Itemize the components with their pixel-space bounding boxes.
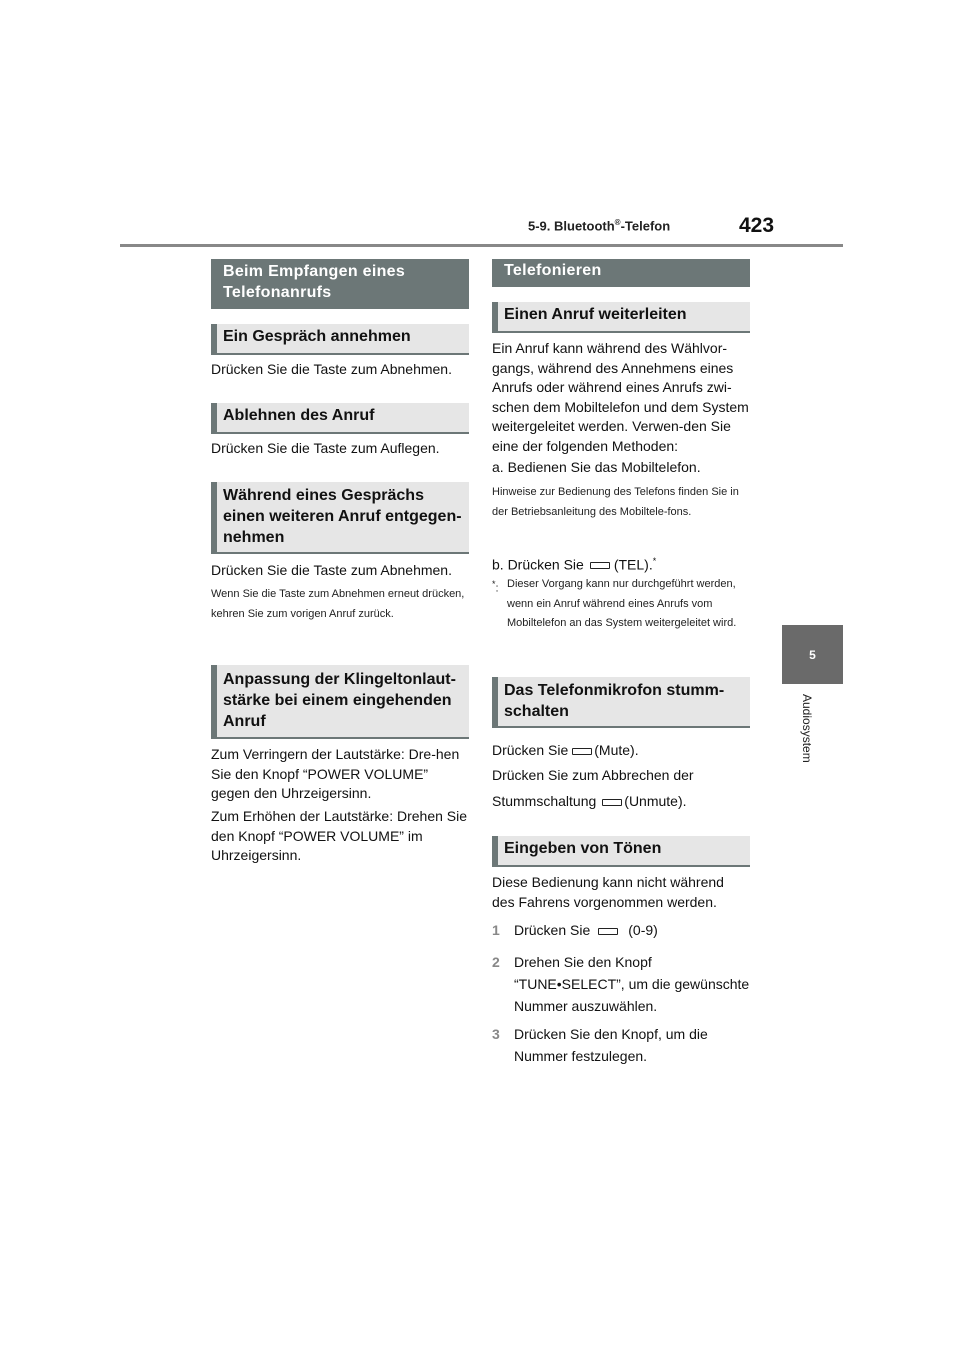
volume-increase-text: Zum Erhöhen der Lautstärke: Drehen Sie den Knopf “POWER VOLUME” im Uhrzeigersinn. <box>211 808 468 863</box>
option-b: b. Drücken Sie (TEL).* <box>492 556 657 573</box>
second-call-text: Drücken Sie die Taste zum Abnehmen. <box>211 562 452 578</box>
footnote-text: Dieser Vorgang kann nur durchgeführt werden, wenn ein Anruf während eines Anrufs vom Mobiltelefon an das System weitergeleitet wird. <box>507 578 737 629</box>
subhead-reject-call: Ablehnen des Anruf <box>211 403 469 434</box>
enter-tones-text: Diese Bedienung kann nicht während des Fahrens vorgenommen werden. <box>492 874 724 910</box>
footnote-mark: *: <box>492 579 499 595</box>
number-button-icon <box>598 928 618 935</box>
second-call-note: Wenn Sie die Taste zum Abnehmen erneut drücken, kehren Sie zum vorigen Anruf zurück. <box>211 588 465 620</box>
section-head-telephoning: Telefonieren <box>492 259 750 287</box>
unmute-text-line2: Stummschaltung (Unmute). <box>492 793 687 809</box>
option-a-note: Hinweise zur Bedienung des Telefons finden Sie in der Betriebsanleitung des Mobiltele-fons. <box>492 486 739 518</box>
volume-decrease-text: Zum Verringern der Lautstärke: Dre-hen Sie den Knopf “POWER VOLUME” gegen den Uhrzeigersinn. <box>211 746 460 801</box>
page-number: 423 <box>739 214 775 237</box>
step-3: 3 Drücken Sie den Knopf, um die Nummer festzulegen. <box>492 1026 708 1064</box>
reject-call-text: Drücken Sie die Taste zum Auflegen. <box>211 440 440 456</box>
accept-call-text: Drücken Sie die Taste zum Abnehmen. <box>211 361 452 377</box>
section-title: 5-9. Bluetooth®-Telefon <box>528 218 671 234</box>
unmute-button-icon <box>602 799 622 806</box>
subhead-enter-tones: Eingeben von Tönen <box>492 836 750 867</box>
subhead-mute-mic: Das Telefonmikrofon stumm-schalten <box>492 677 750 728</box>
subhead-accept-call: Ein Gespräch annehmen <box>211 324 469 355</box>
section-head-receiving-call: Beim Empfangen eines Telefonanrufs <box>211 259 469 309</box>
step-2: 2 Drehen Sie den Knopf “TUNE•SELECT”, um die gewünschte Nummer auszuwählen. <box>492 954 750 1014</box>
step-1: 1 Drücken Sie (0-9) <box>492 922 658 938</box>
mute-button-icon <box>572 748 592 755</box>
subhead-transfer-call: Einen Anruf weiterleiten <box>492 302 750 333</box>
subhead-second-call: Während eines Gesprächs einen weiteren Anruf entgegen-nehmen <box>211 482 469 554</box>
transfer-call-text: Ein Anruf kann während des Wählvor-gangs, während des Annehmens eines Anrufs oder während eines Anrufs zwi-schen dem Mobiltelefon und dem System weitergeleitet werden. Verwen-den Sie eine der folgenden Methoden: <box>492 340 749 454</box>
chapter-label: Audiosystem <box>800 694 814 763</box>
tel-button-icon <box>590 562 610 569</box>
chapter-tab: 5 <box>782 625 843 684</box>
option-a: a. Bedienen Sie das Mobiltelefon. <box>492 459 701 475</box>
unmute-text-line1: Drücken Sie zum Abbrechen der <box>492 767 694 783</box>
mute-text: Drücken Sie (Mute). <box>492 742 639 758</box>
subhead-ringtone-volume: Anpassung der Klingeltonlaut-stärke bei einem eingehenden Anruf <box>211 665 469 739</box>
header-rule <box>120 244 843 247</box>
